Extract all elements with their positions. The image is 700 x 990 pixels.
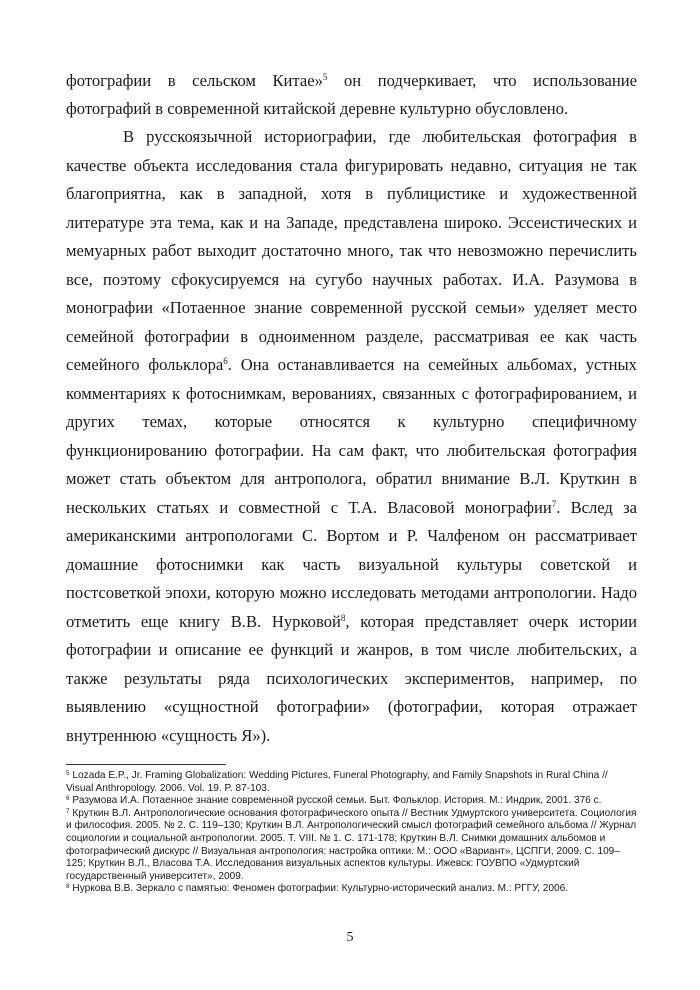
footnote-text: Нуркова В.В. Зеркало с памятью: Феномен фотографии: Культурно-исторический анализ. М.: РГГУ, 2006. <box>69 883 569 895</box>
footnotes <box>66 770 637 896</box>
paragraph-text <box>66 123 637 750</box>
footnote-ref-5[interactable]: 5 <box>322 72 328 82</box>
footnote-number: 6 <box>66 795 70 803</box>
footnote-7 <box>66 808 637 884</box>
text-run: . Вслед за американскими антропологами С. Вортом и Р. Чалфеном он рассматривает домашние фотоснимки как часть визуальной культуры советской и постсоветкой эпохи, которую можно исследовать методами антропологии. Надо отметить еще книгу В.В. Нурковой <box>66 497 637 631</box>
footnote-ref-8[interactable]: 8 <box>340 612 346 623</box>
footnote-separator <box>66 764 226 765</box>
footnote-ref-7[interactable]: 7 <box>551 498 557 509</box>
text-run: В русскоязычной историографии, где любительская фотография в качестве объекта исследования стала фигурировать недавно, ситуация не так благоприятна, как в западной, хотя в публицистике и художественной литературе эта тема, как и на Западе, представлена широко. Эссеистических и мемуарных работ выходит достаточно много, так что невозможно перечислить все, поэтому сфокусируемся на сугубо научных работах. И.А. Разумова в монографии «Потаенное знание современной русской семьи» уделяет место семейной фотографии в одноименном разделе, рассматривая ее как часть семейного фольклора <box>66 127 637 374</box>
footnote-text: Круткин В.Л. Антропологические основания фотографического опыта // Вестник Удмуртского университета. Социология и философия. 2005. № 2. С. 119–130; Круткин В.Л. Антропологический смысл фотографий семейного альбома // Журнал социологии и социальной антропологии. 2005. Т. VIII. № 1. С. 171-178; Круткин В.Л. Снимки домашних альбомов и фотографический дискурс // Визуальная антропология: настройка оптики. М.: ООО «Вариант», ЦСПГИ, 2009. С. 109–125; Круткин В.Л., Власова Т.А. Исследования визуальных аспектов культуры. Ижевск: ГОУВПО «Удмуртский государственный университет», 2009. <box>66 807 637 882</box>
footnote-text: Lozada E.P., Jr. Framing Globalization: Wedding Pictures, Funeral Photography, and Family Snapshots in Rural China // Visual Anthropology. 2006. Vol. 19. P. 87-103. <box>66 770 608 794</box>
page-number: 5 <box>346 930 354 945</box>
footnote-ref-6[interactable]: 6 <box>223 356 228 366</box>
text-run: . Она останавливается на семейных альбомах, устных комментариях к фотоснимкам, верованиях, связанных с фотографированием, и других темах, которые относятся к культурно специфичному функционированию фотографии. На сам факт, что любительская фотография может стать объектом для антрополога, обратил внимание В.Л. Круткин в нескольких статьях и совместной с Т.А. Власовой монографии <box>66 355 637 517</box>
footnote-6 <box>66 795 637 808</box>
paragraph-text <box>66 67 637 123</box>
footnote-number: 8 <box>66 883 70 891</box>
footnote-text: Разумова И.А. Потаенное знание современной русской семьи. Быт. Фольклор. История. М.: Индрик, 2001. 376 с. <box>69 795 602 807</box>
paragraph-continued <box>66 67 637 123</box>
footnote-5 <box>66 770 637 795</box>
footnote-number: 7 <box>66 807 70 815</box>
text-run: , которая представляет очерк истории фотографии и описание ее функций и жанров, в том числе любительских, а также результаты ряда психологических экспериментов, например, по выявлению «сущностной фотографии» (фотографии, которая отражает внутреннюю «сущность Я»). <box>66 611 637 745</box>
paragraph-historiography <box>66 123 637 750</box>
footnote-8 <box>66 883 637 896</box>
footnote-number: 5 <box>66 770 70 777</box>
text-run: он подчеркивает, что использование фотографий в современной китайской деревне культурно обусловлено. <box>66 71 637 118</box>
text-run: фотографии в сельском Китае» <box>66 71 323 90</box>
